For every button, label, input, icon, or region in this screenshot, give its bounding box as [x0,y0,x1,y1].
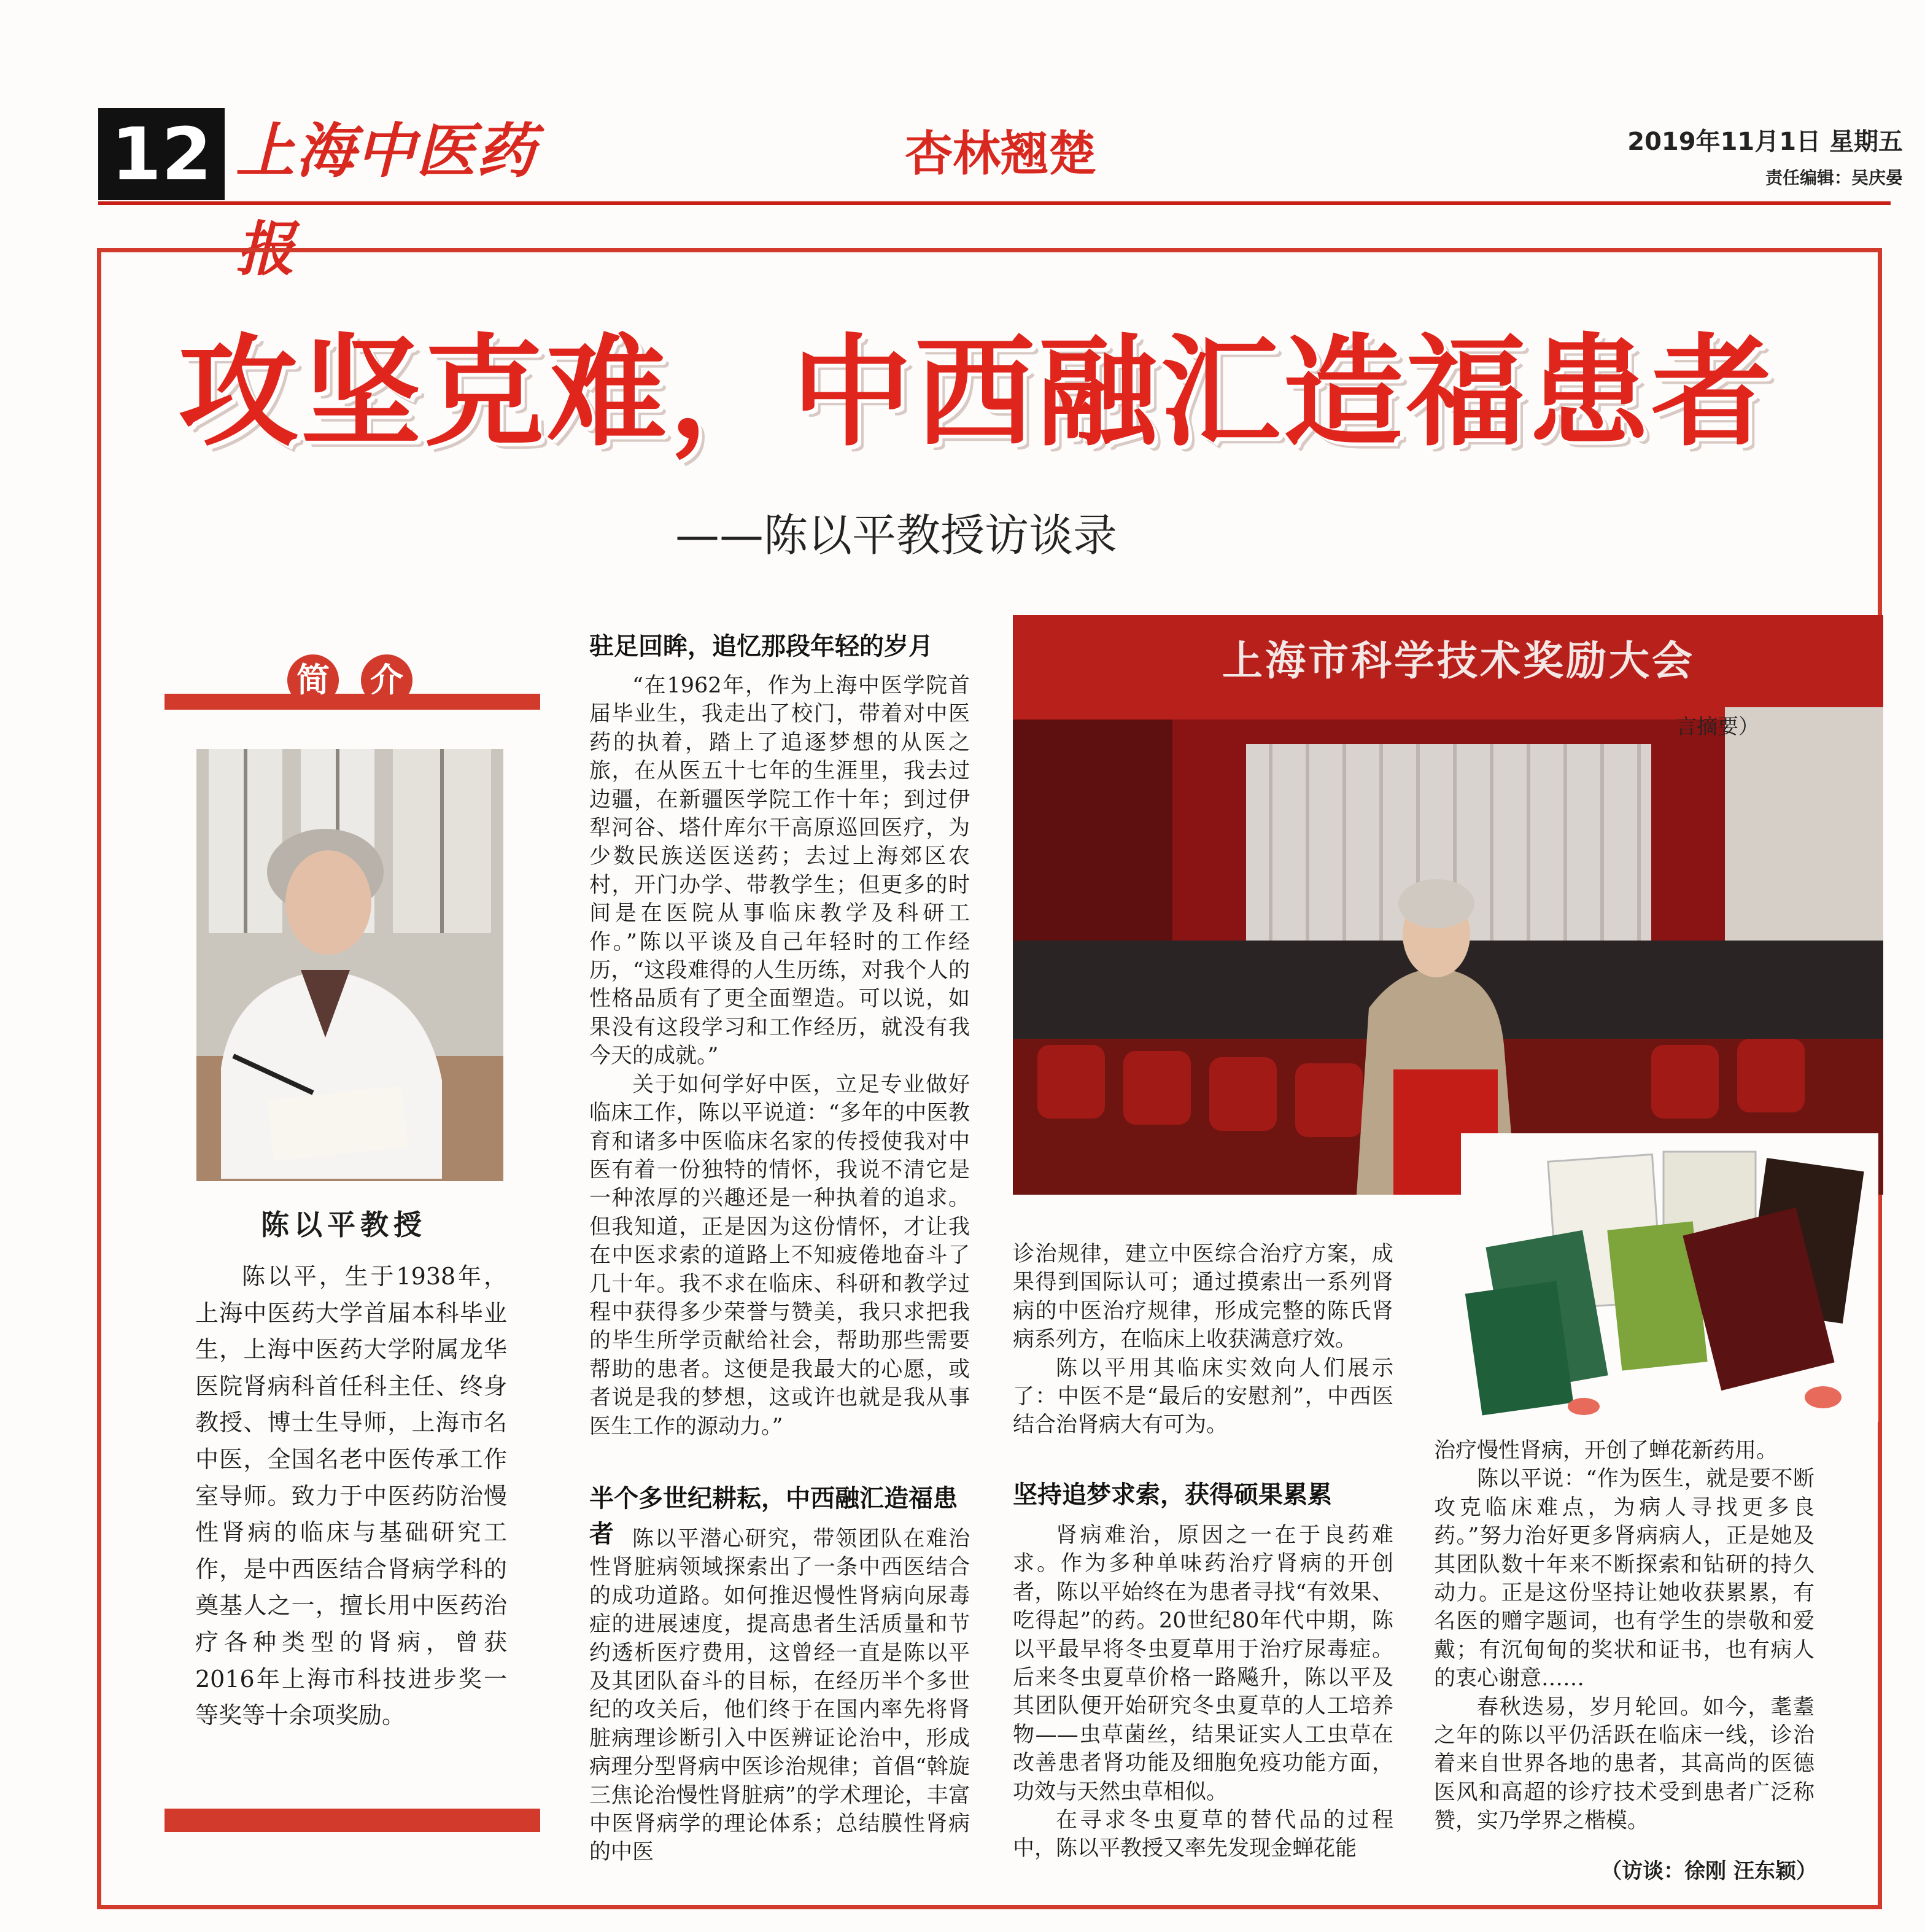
portrait-photo [196,749,503,1181]
award-ceremony-photo [1013,615,1883,1195]
intro-label-char: 简 [287,654,339,706]
paragraph: 陈以平用其临床实效向人们展示了：中医不是“最后的安慰剂”，中西医结合治肾病大有可为。 [1013,1356,1393,1438]
newspaper-title: 上海中医药报 [236,116,536,284]
responsible-editor: 责任编辑：吴庆晏 [1765,168,1903,188]
section-title: 驻足回眸，追忆那段年轻的岁月 [589,632,933,661]
section-body [1434,1437,1815,1836]
section-title: 坚持追梦求索，获得硕果累累 [1013,1481,1332,1509]
paragraph: 治疗慢性肾病，开创了蝉花新药用。 [1434,1438,1778,1463]
quote-fragment: 言摘要） [1676,715,1759,739]
banner-text: 上海市科学技术奖励大会 [1222,637,1695,685]
paragraph: “在1962年，作为上海中医学院首届毕业生，我走出了校门，带着对中医药的执着，踏上了追逐梦想的从医之旅，在从医五十七年的生涯里，我去过边疆，在新疆医学院工作十年；到过伊犁河谷、塔什库尔干高原巡回医疗，为少数民族送医送药；去过上海郊区农村，开门办学、带教学生；但更多的时间是在医院从事临床教学及科研工作。”陈以平谈及自己年轻时的工作经历，“这段难得的人生历练，对我个人的性格品质有了更全面塑造。可以说，如果没有这段学习和工作经历，就没有我今天的成就。” [589,673,970,1069]
section-body [1013,1240,1393,1440]
paragraph: 春秋迭易，岁月轮回。如今，耄耋之年的陈以平仍活跃在临床一线，诊治着来自世界各地的患者，其高尚的医德医风和高超的诊疗技术受到患者广泛称赞，实乃学界之楷模。 [1434,1694,1815,1834]
section-body [589,672,970,1441]
paragraph: 关于如何学好中医，立足专业做好临床工作，陈以平说道：“多年的中医教育和诸多中医临床名家的传授使我对中医有着一份独特的情怀，我说不清它是一种浓厚的兴趣还是一种执着的追求。但我知道，正是因为这份情怀，才让我在中医求索的道路上不知疲倦地奋斗了几十年。我不求在临床、科研和教学过程中获得多少荣誉与赞美，我只求把我的毕生所学贡献给社会，帮助那些需要帮助的患者。这便是我最大的心愿，或者说是我的梦想，这或许也就是我从事医生工作的源动力。” [589,1072,970,1439]
paragraph: 诊治规律，建立中医综合治疗方案，成果得到国际认可；通过摸索出一系列肾病的中医治疗规律，形成完整的陈氏肾病系列方，在临床上收获满意疗效。 [1013,1242,1393,1352]
paragraph: 肾病难治，原因之一在于良药难求。作为多种单味药治疗肾病的开创者，陈以平始终在为患者寻找“有效果、吃得起”的药。20世纪80年代中期，陈以平最早将冬虫夏草用于治疗尿毒症。后来冬虫夏草价格一路飚升，陈以平及其团队便开始研究冬虫夏草的人工培养物——虫草菌丝，结果证实人工虫草在改善患者肾功能及细胞免疫功能方面，功效与天然虫草相似。 [1013,1523,1393,1804]
intro-bar [165,694,540,710]
section-name: 杏林翘楚 [904,126,1096,182]
intro-bottom-bar [165,1809,540,1832]
bio-text: 陈以平，生于1938年，上海中医药大学首届本科毕业生，上海中医药大学附属龙华医院肾病科首任科主任、终身教授、博士生导师，上海市名中医，全国名老中医传承工作室导师。致力于中医药防治慢性肾病的临床与基础研究工作，是中西医结合肾病学科的奠基人之一，擅长用中医药治疗各种类型的肾病，曾获2016年上海市科技进步奖一等奖等十余项奖励。 [195,1263,507,1729]
section-title: 半个多世纪耕耘，中西融汇造福患者 [589,1484,958,1548]
byline: （访谈：徐刚 汪东颖） [1601,1859,1817,1884]
section-body [589,1525,970,1867]
headline: 攻坚克难，中西融汇造福患者 [177,323,1774,463]
paragraph: 陈以平说：“作为医生，就是要不断攻克临床难点，为病人寻找更多良药。”努力治好更多肾病病人，正是她及其团队数十年来不断探索和钻研的持久动力。正是这份坚持让她收获累累，有名医的赠字题词，也有学生的崇敬和爱戴；有沉甸甸的奖状和证书，也有病人的衷心谢意…… [1434,1467,1815,1691]
portrait-caption: 陈以平教授 [261,1208,427,1241]
paragraph: 陈以平潜心研究，带领团队在难治性肾脏病领域探索出了一条中西医结合的成功道路。如何推迟慢性肾病向尿毒症的进展速度，提高患者生活质量和节约透析医疗费用，这曾经一直是陈以平及其团队奋斗的目标，在经历半个多世纪的攻关后，他们终于在国内率先将肾脏病理诊断引入中医辨证论治中，形成病理分型肾病中医诊治规律；首倡“斡旋三焦论治慢性肾脏病”的学术理论，丰富中医肾病学的理论体系；总结膜性肾病的中医 [589,1527,970,1865]
issue-date: 2019年11月1日 星期五 [1627,128,1903,156]
masthead-rule [98,201,1891,205]
section-body [1013,1521,1393,1863]
intro-label-char: 介 [361,654,412,706]
page-number: 12 [98,108,225,200]
subheadline: ——陈以平教授访谈录 [675,510,1118,561]
paragraph: 在寻求冬虫夏草的替代品的过程中，陈以平教授又率先发现金蝉花能 [1013,1808,1393,1861]
books-photo [1461,1133,1878,1422]
